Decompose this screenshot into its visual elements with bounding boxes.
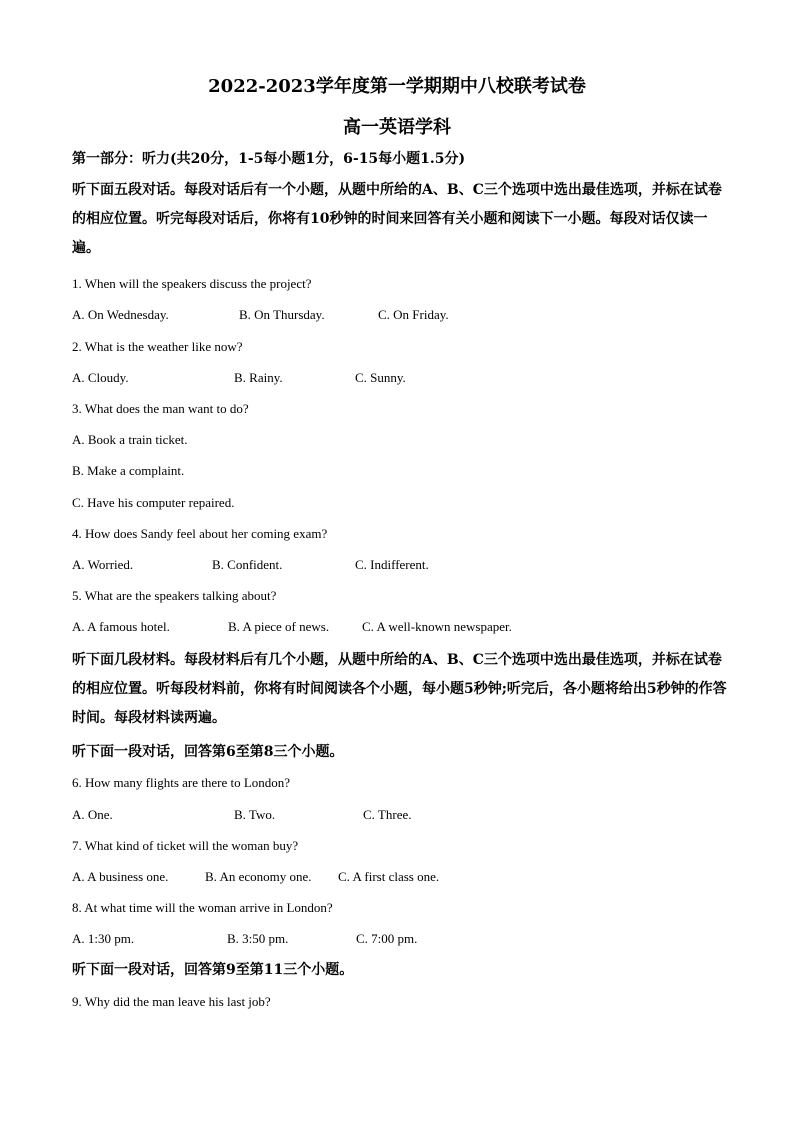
option-8c: C. 7:00 pm. — [356, 931, 418, 946]
option-8a: A. 1:30 pm. — [72, 931, 135, 946]
option-4b: B. Confident. — [212, 557, 283, 572]
option-8b: B. 3:50 pm. — [227, 931, 289, 946]
part1-heading: 第一部分：听力(共20分，1-5每小题1分，6-15每小题1.5分) — [72, 151, 466, 167]
section1-instruction: 听下面五段对话。每段对话后有一个小题，从题中所给的A、B、C三个选项中选出最佳选项，并标在试卷的相应位置。听完每段对话后，你将有10秒钟的时间来回答有关小题和阅读下一小题。每段对话仅读一遍。 — [72, 182, 722, 256]
question-6: 6. How many flights are there to London? — [72, 775, 291, 790]
dialog2-heading: 听下面一段对话，回答第9至第11三个小题。 — [72, 962, 354, 978]
question-5: 5. What are the speakers talking about? — [72, 588, 277, 603]
question-2: 2. What is the weather like now? — [72, 339, 243, 354]
option-4a: A. Worried. — [72, 557, 134, 572]
question-4: 4. How does Sandy feel about her coming exam? — [72, 526, 328, 541]
option-3b: B. Make a complaint. — [72, 463, 185, 478]
question-1: 1. When will the speakers discuss the project? — [72, 276, 312, 291]
option-5c: C. A well-known newspaper. — [362, 619, 512, 634]
option-6b: B. Two. — [234, 807, 276, 822]
option-5a: A. A famous hotel. — [72, 619, 170, 634]
option-6c: C. Three. — [363, 807, 412, 822]
exam-title: 2022-2023学年度第一学期期中八校联考试卷 — [208, 76, 586, 97]
option-3c: C. Have his computer repaired. — [72, 495, 235, 510]
option-3a: A. Book a train ticket. — [72, 432, 188, 447]
exam-subtitle: 高一英语学科 — [343, 117, 451, 138]
question-9: 9. Why did the man leave his last job? — [72, 994, 271, 1009]
option-1c: C. On Friday. — [378, 307, 449, 322]
question-8: 8. At what time will the woman arrive in London? — [72, 900, 333, 915]
option-1a: A. On Wednesday. — [72, 307, 169, 322]
option-5b: B. A piece of news. — [228, 619, 330, 634]
option-2b: B. Rainy. — [234, 370, 283, 385]
option-7c: C. A first class one. — [338, 869, 440, 884]
question-3: 3. What does the man want to do? — [72, 401, 249, 416]
section2-instruction: 听下面几段材料。每段材料后有几个小题，从题中所给的A、B、C三个选项中选出最佳选项，并标在试卷的相应位置。听每段材料前，你将有时间阅读各个小题，每小题5秒钟;听完后，各小题将给出5秒钟的作答时间。每段材料读两遍。 — [72, 652, 727, 726]
option-1b: B. On Thursday. — [239, 307, 325, 322]
option-4c: C. Indifferent. — [355, 557, 429, 572]
option-2c: C. Sunny. — [355, 370, 406, 385]
dialog1-heading: 听下面一段对话，回答第6至第8三个小题。 — [72, 744, 344, 760]
option-7b: B. An economy one. — [205, 869, 312, 884]
option-6a: A. One. — [72, 807, 113, 822]
option-7a: A. A business one. — [72, 869, 169, 884]
question-7: 7. What kind of ticket will the woman buy? — [72, 838, 299, 853]
option-2a: A. Cloudy. — [72, 370, 129, 385]
